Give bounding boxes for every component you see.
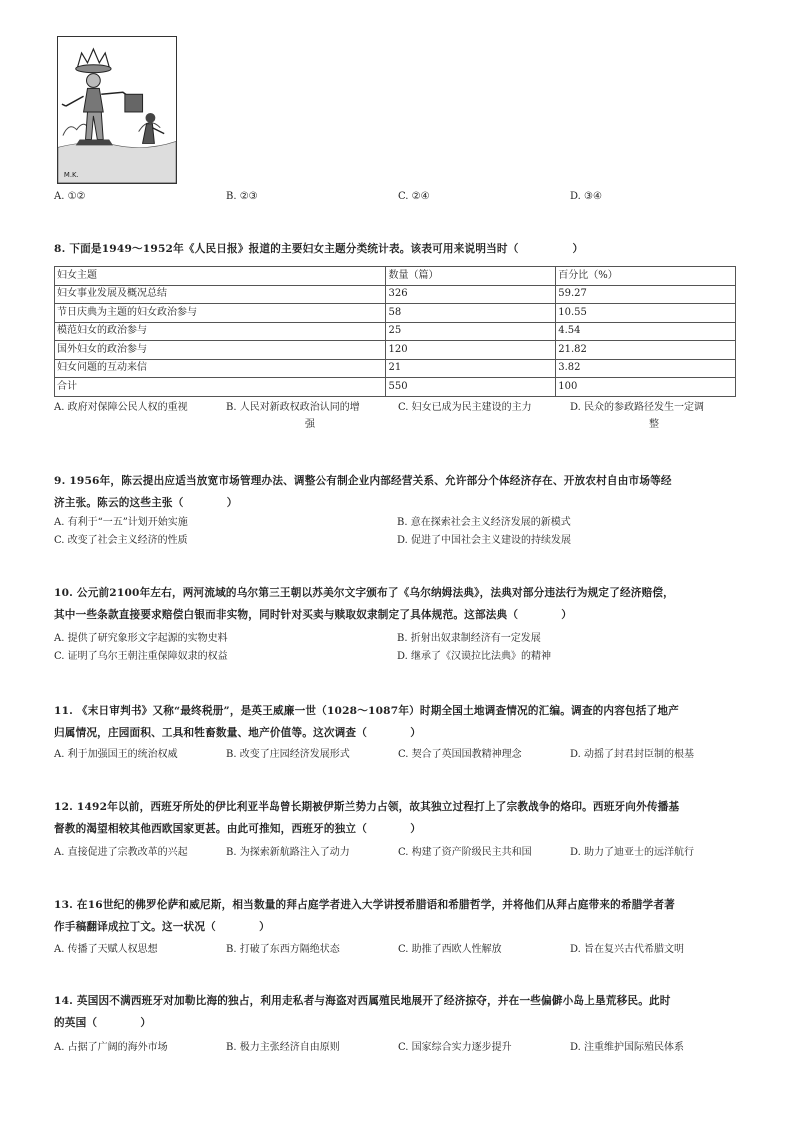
q13-option-b: B. 打破了东西方隔绝状态 bbox=[226, 944, 340, 955]
q8-option-d bbox=[570, 399, 742, 433]
table-row bbox=[55, 359, 736, 378]
table-header-cell: 妇女主题 bbox=[55, 267, 386, 286]
stem-line: 13. 在16世纪的佛罗伦萨和威尼斯，相当数量的拜占庭学者进入大学讲授希腊语和希腊哲学，并将他们从拜占庭带来的希腊学者著 bbox=[54, 899, 675, 911]
q11-option-d: D. 动摇了封君封臣制的根基 bbox=[570, 749, 695, 760]
q13-options bbox=[54, 943, 744, 957]
q8-option-a bbox=[54, 399, 226, 433]
q14-options bbox=[54, 1041, 744, 1055]
q9-stem bbox=[54, 470, 744, 514]
q12-stem bbox=[54, 796, 744, 840]
q13-option-c: C. 助推了西欧人性解放 bbox=[398, 944, 502, 955]
table-row bbox=[55, 285, 736, 304]
q10-option-c: C. 证明了乌尔王朝注重保障奴隶的权益 bbox=[54, 651, 228, 662]
q12-option-a: A. 直接促进了宗教改革的兴起 bbox=[54, 847, 188, 858]
q10-option-a: A. 提供了研究象形文字起源的实物史料 bbox=[54, 633, 228, 644]
q8-option-b bbox=[226, 399, 398, 433]
q11-stem bbox=[54, 700, 744, 744]
table-row bbox=[55, 378, 736, 397]
stem-line: 11. 《末日审判书》又称“最终税册”，是英王威廉一世（1028～1087年）时期全国土地调查情况的汇编。调查的内容包括了地产 bbox=[54, 705, 679, 717]
q13-option-d: D. 旨在复兴古代希腊文明 bbox=[570, 944, 685, 955]
stem-line: 其中一些条款直接要求赔偿白银而非实物，同时针对买卖与赎取奴隶制定了具体规范。这部法典（ ） bbox=[54, 609, 573, 621]
stem-line: 14. 英国因不满西班牙对加勒比海的独占，利用走私者与海盗对西属殖民地展开了经济掠夺，并在一些偏僻小岛上垦荒移民。此时 bbox=[54, 995, 671, 1007]
q12-option-b: B. 为探索新航路注入了动力 bbox=[226, 847, 350, 858]
q9-options bbox=[54, 516, 744, 548]
table-cell: 合计 bbox=[55, 378, 386, 397]
q10-options bbox=[54, 632, 744, 664]
q11-option-b: B. 改变了庄园经济发展形式 bbox=[226, 749, 350, 760]
cartoon-drawing bbox=[58, 37, 176, 183]
q7-options bbox=[54, 190, 744, 204]
q14-option-d: D. 注重维护国际殖民体系 bbox=[570, 1042, 685, 1053]
table-cell: 10.55 bbox=[556, 304, 736, 323]
q9-option-b: B. 意在探索社会主义经济发展的新模式 bbox=[397, 517, 571, 528]
cartoon-image bbox=[57, 36, 177, 184]
stem-line: 12. 1492年以前，西班牙所处的伊比利亚半岛曾长期被伊斯兰势力占领，故其独立过程打上了宗教战争的烙印。西班牙向外传播基 bbox=[54, 801, 680, 813]
q7-option-c: C. ②④ bbox=[398, 191, 430, 202]
q9-option-d: D. 促进了中国社会主义建设的持续发展 bbox=[397, 535, 572, 546]
table-cell: 326 bbox=[386, 285, 556, 304]
option-text: B. 人民对新政权政治认同的增 bbox=[226, 402, 360, 413]
table-cell: 国外妇女的政治参与 bbox=[55, 341, 386, 360]
option-text-continued: 强 bbox=[305, 419, 315, 430]
q14-option-a: A. 占据了广阔的海外市场 bbox=[54, 1042, 168, 1053]
stem-line: 作手稿翻译成拉丁文。这一状况（ ） bbox=[54, 921, 270, 933]
q9-option-c: C. 改变了社会主义经济的性质 bbox=[54, 535, 188, 546]
stem-line: 的英国（ ） bbox=[54, 1017, 152, 1029]
q11-options bbox=[54, 748, 744, 762]
q14-stem bbox=[54, 990, 744, 1034]
table-cell: 59.27 bbox=[556, 285, 736, 304]
q8-option-c bbox=[398, 399, 570, 433]
q14-option-c: C. 国家综合实力逐步提升 bbox=[398, 1042, 512, 1053]
q10-option-d: D. 继承了《汉谟拉比法典》的精神 bbox=[397, 651, 552, 662]
q8-stem: 8. 下面是1949～1952年《人民日报》报道的主要妇女主题分类统计表。该表可用来说明当时（ ） bbox=[54, 243, 584, 255]
cartoon-signature: M.K. bbox=[63, 170, 79, 179]
table-cell: 节日庆典为主题的妇女政治参与 bbox=[55, 304, 386, 323]
table-row bbox=[55, 322, 736, 341]
table-header-cell: 百分比（%） bbox=[556, 267, 736, 286]
q13-stem bbox=[54, 894, 744, 938]
q12-option-c: C. 构建了资产阶级民主共和国 bbox=[398, 847, 532, 858]
q8-options bbox=[54, 399, 744, 433]
table-row bbox=[55, 304, 736, 323]
stem-line: 济主张。陈云的这些主张（ ） bbox=[54, 497, 238, 509]
option-text-continued: 整 bbox=[649, 419, 659, 430]
table-cell: 120 bbox=[386, 341, 556, 360]
q8-stats-table bbox=[54, 266, 736, 397]
table-cell: 3.82 bbox=[556, 359, 736, 378]
q7-option-b: B. ②③ bbox=[226, 191, 258, 202]
stem-line: 归属情况，庄园面积、工具和牲畜数量、地产价值等。这次调查（ ） bbox=[54, 727, 421, 739]
table-cell: 4.54 bbox=[556, 322, 736, 341]
option-text: D. 民众的参政路径发生一定调 bbox=[570, 402, 705, 413]
q12-options bbox=[54, 846, 744, 860]
q11-option-c: C. 契合了英国国教精神理念 bbox=[398, 749, 522, 760]
q13-option-a: A. 传播了天赋人权思想 bbox=[54, 944, 158, 955]
stem-line: 督教的渴望相较其他西欧国家更甚。由此可推知，西班牙的独立（ ） bbox=[54, 823, 421, 835]
option-text: C. 妇女已成为民主建设的主力 bbox=[398, 402, 532, 413]
q11-option-a: A. 利于加强国王的统治权威 bbox=[54, 749, 178, 760]
table-cell: 妇女问题的互动来信 bbox=[55, 359, 386, 378]
stem-line: 9. 1956年，陈云提出应适当放宽市场管理办法、调整公有制企业内部经营关系、允许部分个体经济存在、开放农村自由市场等经 bbox=[54, 475, 672, 487]
table-header-row bbox=[55, 267, 736, 286]
table-cell: 100 bbox=[556, 378, 736, 397]
option-text: A. 政府对保障公民人权的重视 bbox=[54, 402, 188, 413]
table-cell: 21 bbox=[386, 359, 556, 378]
table-cell: 58 bbox=[386, 304, 556, 323]
q7-option-d: D. ③④ bbox=[570, 191, 602, 202]
table-cell: 21.82 bbox=[556, 341, 736, 360]
q7-option-a: A. ①② bbox=[54, 191, 86, 202]
table-cell: 模范妇女的政治参与 bbox=[55, 322, 386, 341]
stem-line: 10. 公元前2100年左右，两河流域的乌尔第三王朝以苏美尔文字颁布了《乌尔纳姆法典》，法典对部分违法行为规定了经济赔偿， bbox=[54, 587, 674, 599]
q12-option-d: D. 助力了迪亚士的远洋航行 bbox=[570, 847, 695, 858]
table-header-cell: 数量（篇） bbox=[386, 267, 556, 286]
q10-option-b: B. 折射出奴隶制经济有一定发展 bbox=[397, 633, 541, 644]
table-row bbox=[55, 341, 736, 360]
table-cell: 25 bbox=[386, 322, 556, 341]
table-cell: 妇女事业发展及概况总结 bbox=[55, 285, 386, 304]
q14-option-b: B. 极力主张经济自由原则 bbox=[226, 1042, 340, 1053]
q10-stem bbox=[54, 582, 744, 626]
q9-option-a: A. 有利于“一五”计划开始实施 bbox=[54, 517, 188, 528]
table-cell: 550 bbox=[386, 378, 556, 397]
